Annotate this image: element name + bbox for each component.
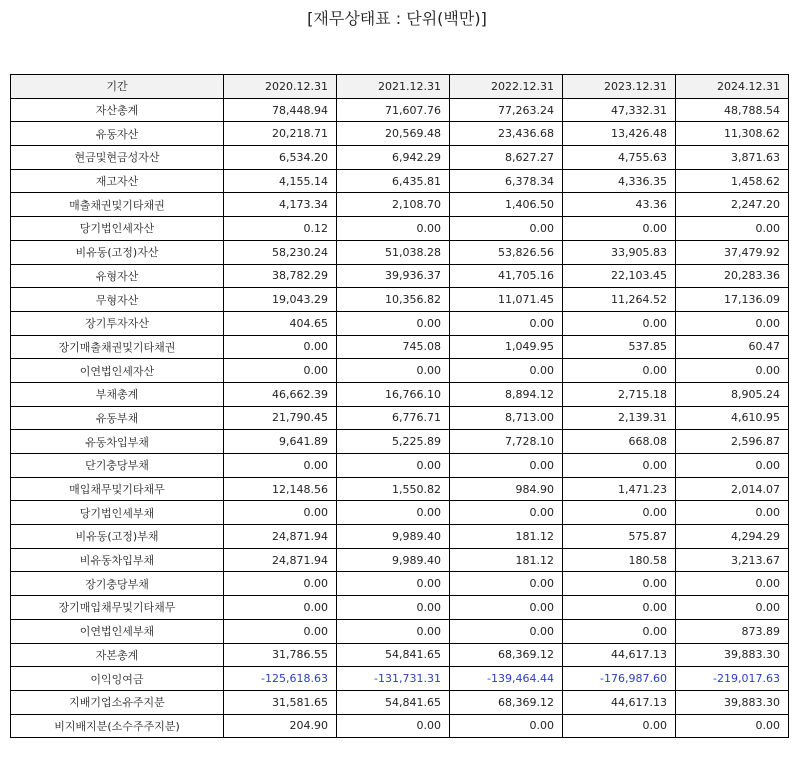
value-cell: 19,043.29 — [224, 288, 337, 312]
value-cell: 0.00 — [450, 572, 563, 596]
value-cell: 68,369.12 — [450, 643, 563, 667]
value-cell: 0.00 — [563, 501, 676, 525]
table-row — [11, 146, 789, 170]
value-cell: 575.87 — [563, 525, 676, 549]
value-cell: 51,038.28 — [337, 240, 450, 264]
table-row — [11, 311, 789, 335]
value-cell: 31,581.65 — [224, 690, 337, 714]
value-cell: 54,841.65 — [337, 690, 450, 714]
value-cell: 2,247.20 — [676, 193, 789, 217]
value-cell: 9,989.40 — [337, 548, 450, 572]
value-cell: 537.85 — [563, 335, 676, 359]
value-cell: 6,378.34 — [450, 169, 563, 193]
value-cell: 4,755.63 — [563, 146, 676, 170]
value-cell: 3,213.67 — [676, 548, 789, 572]
value-cell: 0.00 — [450, 619, 563, 643]
row-label: 장기충당부채 — [11, 572, 224, 596]
value-cell: 0.00 — [676, 714, 789, 738]
table-row — [11, 643, 789, 667]
row-label: 비지배지분(소수주주지분) — [11, 714, 224, 738]
value-cell: 745.08 — [337, 335, 450, 359]
value-cell: 39,883.30 — [676, 643, 789, 667]
value-cell: -131,731.31 — [337, 667, 450, 691]
value-cell: 0.00 — [337, 596, 450, 620]
row-label: 유동차입부채 — [11, 430, 224, 454]
row-label: 당기법인세부채 — [11, 501, 224, 525]
value-cell: 1,550.82 — [337, 477, 450, 501]
table-row — [11, 288, 789, 312]
value-cell: 58,230.24 — [224, 240, 337, 264]
value-cell: 0.00 — [450, 714, 563, 738]
value-cell: 0.00 — [224, 454, 337, 478]
row-label: 유동부채 — [11, 406, 224, 430]
value-cell: 43.36 — [563, 193, 676, 217]
value-cell: 60.47 — [676, 335, 789, 359]
value-cell: 0.00 — [337, 619, 450, 643]
value-cell: 2,014.07 — [676, 477, 789, 501]
value-cell: -139,464.44 — [450, 667, 563, 691]
value-cell: 0.00 — [450, 311, 563, 335]
value-cell: 12,148.56 — [224, 477, 337, 501]
value-cell: 3,871.63 — [676, 146, 789, 170]
row-label: 유동자산 — [11, 122, 224, 146]
row-label: 비유동차입부채 — [11, 548, 224, 572]
value-cell: 0.00 — [224, 596, 337, 620]
value-cell: 0.00 — [337, 454, 450, 478]
value-cell: 1,458.62 — [676, 169, 789, 193]
value-cell: 0.00 — [337, 359, 450, 383]
value-cell: 0.00 — [563, 572, 676, 596]
value-cell: 668.08 — [563, 430, 676, 454]
value-cell: -176,987.60 — [563, 667, 676, 691]
row-label: 이연법인세자산 — [11, 359, 224, 383]
value-cell: 0.00 — [676, 454, 789, 478]
row-label: 유형자산 — [11, 264, 224, 288]
value-cell: 20,569.48 — [337, 122, 450, 146]
value-cell: 2,108.70 — [337, 193, 450, 217]
value-cell: 0.00 — [563, 359, 676, 383]
value-cell: 4,173.34 — [224, 193, 337, 217]
table-row — [11, 548, 789, 572]
table-row — [11, 240, 789, 264]
value-cell: 5,225.89 — [337, 430, 450, 454]
value-cell: 2,596.87 — [676, 430, 789, 454]
table-row — [11, 596, 789, 620]
value-cell: 0.00 — [563, 217, 676, 241]
table-row — [11, 619, 789, 643]
value-cell: 181.12 — [450, 548, 563, 572]
table-row — [11, 430, 789, 454]
value-cell: 0.00 — [224, 335, 337, 359]
table-row — [11, 454, 789, 478]
table-row — [11, 406, 789, 430]
value-cell: 6,776.71 — [337, 406, 450, 430]
value-cell: 11,308.62 — [676, 122, 789, 146]
row-label: 매입채무및기타채무 — [11, 477, 224, 501]
value-cell: 44,617.13 — [563, 643, 676, 667]
value-cell: 11,071.45 — [450, 288, 563, 312]
value-cell: 0.00 — [676, 596, 789, 620]
value-cell: 0.00 — [224, 501, 337, 525]
value-cell: 11,264.52 — [563, 288, 676, 312]
row-label: 장기매출채권및기타채권 — [11, 335, 224, 359]
value-cell: 39,883.30 — [676, 690, 789, 714]
value-cell: 44,617.13 — [563, 690, 676, 714]
value-cell: 47,332.31 — [563, 98, 676, 122]
value-cell: 0.00 — [676, 501, 789, 525]
value-cell: 2,139.31 — [563, 406, 676, 430]
value-cell: 0.12 — [224, 217, 337, 241]
table-row — [11, 714, 789, 738]
value-cell: 16,766.10 — [337, 382, 450, 406]
value-cell: 8,627.27 — [450, 146, 563, 170]
value-cell: 23,436.68 — [450, 122, 563, 146]
table-row — [11, 359, 789, 383]
value-cell: 38,782.29 — [224, 264, 337, 288]
table-row — [11, 690, 789, 714]
row-label: 장기매입채무및기타채무 — [11, 596, 224, 620]
value-cell: 21,790.45 — [224, 406, 337, 430]
header-period: 2021.12.31 — [337, 75, 450, 99]
table-header-row — [11, 75, 789, 99]
row-label: 지배기업소유주지분 — [11, 690, 224, 714]
table-row — [11, 264, 789, 288]
value-cell: 0.00 — [563, 311, 676, 335]
table-row — [11, 501, 789, 525]
value-cell: -125,618.63 — [224, 667, 337, 691]
table-row — [11, 193, 789, 217]
value-cell: 20,283.36 — [676, 264, 789, 288]
header-period: 2020.12.31 — [224, 75, 337, 99]
header-period: 2022.12.31 — [450, 75, 563, 99]
balance-sheet-table — [10, 74, 789, 738]
value-cell: 8,905.24 — [676, 382, 789, 406]
value-cell: 17,136.09 — [676, 288, 789, 312]
value-cell: 71,607.76 — [337, 98, 450, 122]
table-row — [11, 122, 789, 146]
row-label: 부채총계 — [11, 382, 224, 406]
value-cell: 7,728.10 — [450, 430, 563, 454]
value-cell: 24,871.94 — [224, 548, 337, 572]
value-cell: 4,155.14 — [224, 169, 337, 193]
value-cell: 31,786.55 — [224, 643, 337, 667]
value-cell: 9,989.40 — [337, 525, 450, 549]
table-row — [11, 169, 789, 193]
value-cell: 77,263.24 — [450, 98, 563, 122]
value-cell: 404.65 — [224, 311, 337, 335]
value-cell: 24,871.94 — [224, 525, 337, 549]
row-label: 매출채권및기타채권 — [11, 193, 224, 217]
header-period: 2023.12.31 — [563, 75, 676, 99]
table-row — [11, 98, 789, 122]
table-row — [11, 217, 789, 241]
value-cell: 13,426.48 — [563, 122, 676, 146]
value-cell: 6,942.29 — [337, 146, 450, 170]
value-cell: 1,471.23 — [563, 477, 676, 501]
row-label: 당기법인세자산 — [11, 217, 224, 241]
value-cell: 68,369.12 — [450, 690, 563, 714]
row-label: 이연법인세부채 — [11, 619, 224, 643]
row-label: 비유동(고정)자산 — [11, 240, 224, 264]
value-cell: 6,534.20 — [224, 146, 337, 170]
value-cell: 181.12 — [450, 525, 563, 549]
value-cell: 0.00 — [676, 359, 789, 383]
row-label: 재고자산 — [11, 169, 224, 193]
value-cell: 39,936.37 — [337, 264, 450, 288]
value-cell: 1,049.95 — [450, 335, 563, 359]
value-cell: 0.00 — [563, 714, 676, 738]
value-cell: 10,356.82 — [337, 288, 450, 312]
row-label: 장기투자자산 — [11, 311, 224, 335]
row-label: 무형자산 — [11, 288, 224, 312]
value-cell: 53,826.56 — [450, 240, 563, 264]
value-cell: 41,705.16 — [450, 264, 563, 288]
value-cell: 0.00 — [450, 596, 563, 620]
value-cell: 0.00 — [337, 311, 450, 335]
value-cell: 0.00 — [337, 501, 450, 525]
row-label: 현금및현금성자산 — [11, 146, 224, 170]
value-cell: 0.00 — [337, 714, 450, 738]
value-cell: 20,218.71 — [224, 122, 337, 146]
table-row — [11, 667, 789, 691]
value-cell: 78,448.94 — [224, 98, 337, 122]
value-cell: 0.00 — [676, 311, 789, 335]
value-cell: 0.00 — [450, 501, 563, 525]
value-cell: 48,788.54 — [676, 98, 789, 122]
row-label: 이익잉여금 — [11, 667, 224, 691]
row-label: 자산총계 — [11, 98, 224, 122]
value-cell: 0.00 — [337, 572, 450, 596]
header-period-label: 기간 — [11, 75, 224, 99]
value-cell: 46,662.39 — [224, 382, 337, 406]
row-label: 자본총계 — [11, 643, 224, 667]
value-cell: 0.00 — [450, 217, 563, 241]
value-cell: 2,715.18 — [563, 382, 676, 406]
value-cell: 0.00 — [450, 359, 563, 383]
value-cell: 8,894.12 — [450, 382, 563, 406]
value-cell: 180.58 — [563, 548, 676, 572]
value-cell: 33,905.83 — [563, 240, 676, 264]
table-row — [11, 382, 789, 406]
value-cell: 0.00 — [224, 619, 337, 643]
value-cell: 984.90 — [450, 477, 563, 501]
value-cell: 873.89 — [676, 619, 789, 643]
row-label: 단기충당부채 — [11, 454, 224, 478]
value-cell: 0.00 — [450, 454, 563, 478]
value-cell: 54,841.65 — [337, 643, 450, 667]
table-body — [11, 98, 789, 738]
page-title: [재무상태표 : 단위(백만)] — [307, 9, 487, 28]
value-cell: 4,336.35 — [563, 169, 676, 193]
value-cell: -219,017.63 — [676, 667, 789, 691]
value-cell: 0.00 — [563, 619, 676, 643]
value-cell: 37,479.92 — [676, 240, 789, 264]
value-cell: 0.00 — [224, 359, 337, 383]
table-row — [11, 335, 789, 359]
value-cell: 0.00 — [337, 217, 450, 241]
value-cell: 0.00 — [676, 217, 789, 241]
value-cell: 204.90 — [224, 714, 337, 738]
header-period: 2024.12.31 — [676, 75, 789, 99]
value-cell: 4,610.95 — [676, 406, 789, 430]
row-label: 비유동(고정)부채 — [11, 525, 224, 549]
value-cell: 9,641.89 — [224, 430, 337, 454]
table-row — [11, 572, 789, 596]
value-cell: 8,713.00 — [450, 406, 563, 430]
value-cell: 0.00 — [563, 454, 676, 478]
value-cell: 6,435.81 — [337, 169, 450, 193]
table-row — [11, 525, 789, 549]
value-cell: 0.00 — [224, 572, 337, 596]
value-cell: 0.00 — [676, 572, 789, 596]
value-cell: 4,294.29 — [676, 525, 789, 549]
table-row — [11, 477, 789, 501]
value-cell: 1,406.50 — [450, 193, 563, 217]
value-cell: 0.00 — [563, 596, 676, 620]
value-cell: 22,103.45 — [563, 264, 676, 288]
